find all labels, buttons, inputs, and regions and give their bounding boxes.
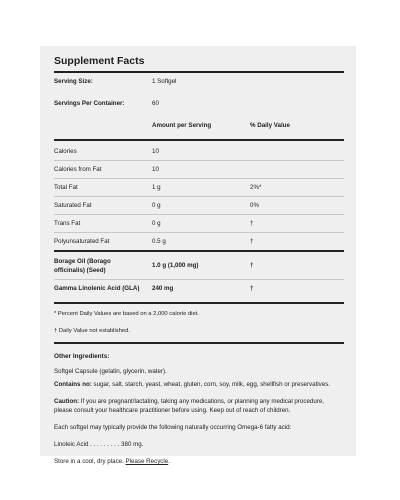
column-header-row	[54, 117, 344, 139]
daily-value-column-header: % Daily Value	[250, 122, 290, 129]
servings-per-container-label: Servings Per Container:	[54, 100, 125, 107]
active-name-line: Borage Oil (Borago	[54, 258, 111, 265]
softgel-capsule-text: Softgel Capsule (gelatin, glycerin, water).	[54, 368, 167, 375]
contains-no-label: Contains no:	[54, 381, 92, 388]
nutrient-row-total-fat	[54, 179, 344, 196]
nutrient-row-saturated-fat	[54, 197, 344, 214]
other-divider	[54, 342, 344, 344]
nutrient-amount: 0 g	[152, 220, 161, 227]
footnote-dagger: † Daily Value not established.	[54, 328, 130, 334]
nutrient-row-trans-fat	[54, 215, 344, 232]
nutrient-name: Calories from Fat	[54, 166, 102, 173]
footnote-divider	[54, 302, 344, 304]
active-dv: †	[250, 262, 254, 269]
nutrient-dv: 2%*	[250, 184, 262, 191]
omega-text: Each softgel may typically provide the following naturally occurring Omega-6 fatty acid:	[54, 424, 292, 431]
nutrient-row-calories	[54, 143, 344, 160]
nutrient-amount: 10	[152, 148, 159, 155]
nutrient-amount: 1 g	[152, 184, 161, 191]
nutrient-dv: †	[250, 220, 254, 227]
nutrient-amount: 0 g	[152, 202, 161, 209]
nutrient-name: Trans Fat	[54, 220, 81, 227]
nutrient-name: Saturated Fat	[54, 202, 92, 209]
caution-body: If you are pregnant/lactating, taking any medications, or planning any medical procedure, please consult your healthcare practitioner before using. Keep out of reach of children.	[54, 398, 324, 414]
other-ingredients-section	[54, 352, 344, 466]
active-name: Gamma Linolenic Acid (GLA)	[54, 285, 140, 292]
serving-size-value: 1 Softgel	[152, 78, 177, 85]
storage-text	[54, 457, 344, 466]
caution-label: Caution:	[54, 398, 80, 405]
active-row-borage-oil	[54, 252, 344, 279]
nutrient-name: Total Fat	[54, 184, 78, 191]
contains-no-list: sugar, salt, starch, yeast, wheat, gluten, corn, soy, milk, egg, shellfish or preservatives.	[91, 381, 331, 388]
nutrient-dv: †	[250, 238, 254, 245]
other-ingredients-heading: Other Ingredients:	[54, 353, 110, 360]
storage-end: .	[168, 458, 170, 465]
nutrient-row-polyunsaturated-fat	[54, 233, 344, 250]
caution-text	[54, 397, 340, 415]
panel-title: Supplement Facts	[54, 55, 145, 67]
supplement-facts-panel	[40, 46, 356, 465]
nutrient-name: Calories	[54, 148, 77, 155]
serving-size-label: Serving Size:	[54, 78, 93, 85]
active-row-gla	[54, 280, 344, 302]
nutrient-name: Polyunsaturated Fat	[54, 238, 110, 245]
header-divider	[54, 139, 344, 141]
recycle-link[interactable]: Please Recycle	[125, 458, 169, 465]
active-dv: †	[250, 285, 254, 292]
serving-size-row	[54, 73, 344, 95]
linoleic-acid-text: Linoleic Acid . . . . . . . . . 380 mg.	[54, 441, 144, 448]
contains-no-text	[54, 380, 344, 389]
active-name-line: officinalis) (Seed)	[54, 267, 106, 274]
nutrient-dv: 0%	[250, 202, 259, 209]
storage-instruction: Store in a cool, dry place.	[54, 458, 126, 465]
active-name	[54, 257, 111, 275]
servings-per-container-value: 60	[152, 100, 159, 107]
active-amount: 240 mg	[152, 285, 174, 292]
nutrient-row-calories-from-fat	[54, 161, 344, 178]
amount-column-header: Amount per Serving	[152, 122, 212, 129]
active-amount: 1.0 g (1,000 mg)	[152, 262, 199, 269]
footnote-percent: * Percent Daily Values are based on a 2,000 calorie diet.	[54, 311, 199, 317]
servings-per-container-row	[54, 95, 344, 117]
nutrient-amount: 10	[152, 166, 159, 173]
nutrient-amount: 0.5 g	[152, 238, 166, 245]
